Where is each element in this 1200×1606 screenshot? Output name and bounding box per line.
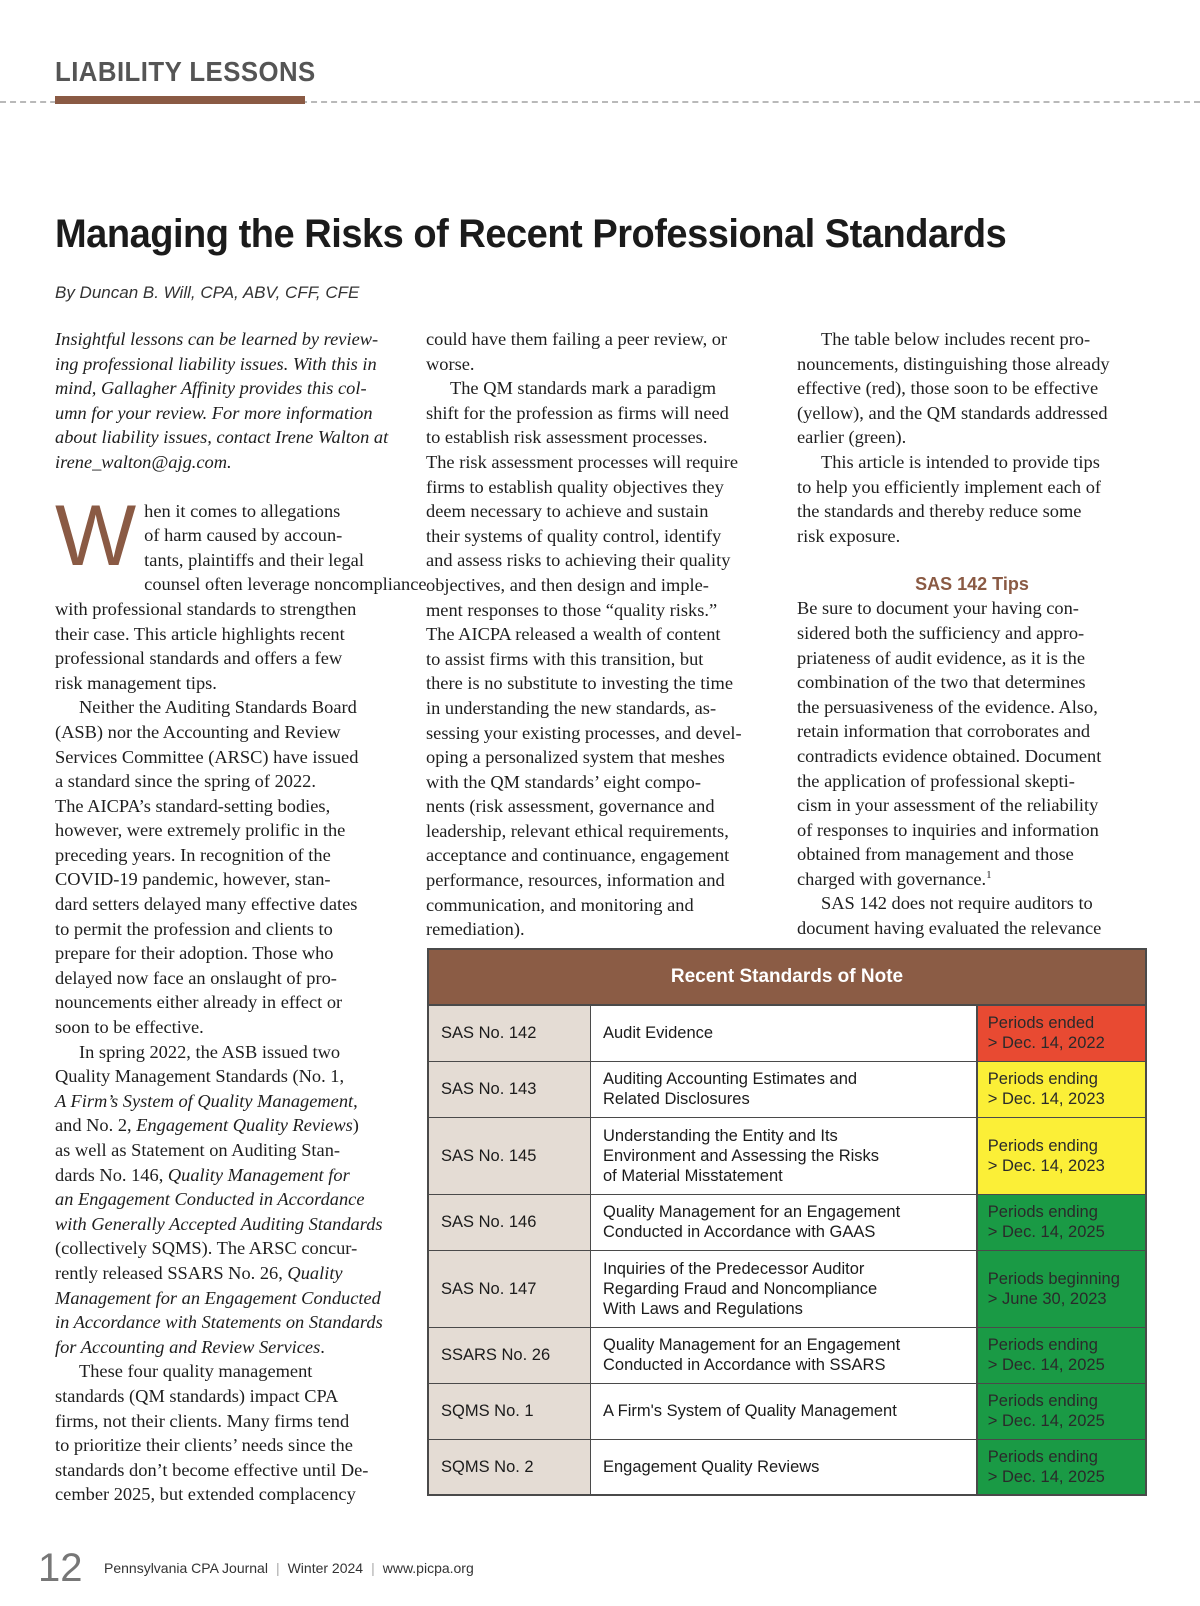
text-line: nouncements either already in effect or — [55, 992, 343, 1013]
footer-separator: | — [371, 1560, 375, 1576]
text-line: This article is intended to provide tips — [821, 451, 1100, 472]
standard-number: SQMS No. 1 — [428, 1383, 590, 1439]
text-line: firms to establish quality objectives they — [426, 476, 724, 497]
text-line: standards (QM standards) impact CPA — [55, 1385, 339, 1406]
text-line: risk exposure. — [797, 525, 901, 546]
recent-standards-table — [427, 948, 1147, 1496]
text-line: Services Committee (ARSC) have issued — [55, 746, 359, 767]
text-line: objectives, and then design and imple- — [426, 574, 709, 595]
text-line: cism in your assessment of the reliability — [797, 795, 1099, 816]
footer-separator: | — [275, 1560, 280, 1576]
page-footer — [104, 1560, 474, 1576]
paragraph-relevance — [797, 891, 1147, 940]
text-line: the standards and thereby reduce some — [797, 501, 1082, 522]
standard-title: Quality Management for an Engagement Conducted in Accordance with SSARS — [590, 1327, 976, 1383]
standard-title: Understanding the Entity and Its Environment and Assessing the Risks of Material Misstatement — [590, 1117, 976, 1194]
standard-number: SQMS No. 2 — [428, 1439, 590, 1495]
text-line: contradicts evidence obtained. Document — [797, 745, 1102, 766]
text-line: The table below includes recent pro- — [821, 329, 1091, 349]
text-line: combination of the two that determines — [797, 672, 1086, 693]
standard-title: A Firm's System of Quality Management — [590, 1383, 976, 1439]
text-line: to assist firms with this transition, but — [426, 648, 704, 669]
text-line: however, were extremely prolific in the — [55, 820, 346, 841]
text-line: These four quality management — [79, 1361, 313, 1382]
text-line: retain information that corroborates and — [797, 721, 1091, 742]
text-line: preceding years. In recognition of the — [55, 844, 331, 865]
text-line: charged with governance.$^1$ — [797, 868, 992, 889]
text-line: counsel often leverage noncompliance — [144, 574, 427, 595]
text-line: the application of professional skepti- — [797, 770, 1075, 791]
effective-date-yellow: Periods ending > Dec. 14, 2023 — [977, 1117, 1146, 1194]
paragraph-purpose — [797, 450, 1147, 548]
website-link[interactable]: www.picpa.org — [382, 1560, 474, 1576]
text-line: the persuasiveness of the evidence. Also, — [797, 696, 1098, 717]
text-line: priateness of audit evidence, as it is the — [797, 647, 1086, 668]
text-line: (ASB) nor the Accounting and Review — [55, 721, 341, 742]
table-row — [428, 1250, 1146, 1327]
text-line: to permit the profession and clients to — [55, 918, 333, 939]
column-1 — [55, 327, 427, 1507]
effective-date-green: Periods ending > Dec. 14, 2025 — [977, 1383, 1146, 1439]
text-line: of responses to inquiries and information — [797, 819, 1099, 840]
text-line: professional standards and offers a few — [55, 648, 343, 669]
paragraph-asb — [55, 695, 400, 1039]
text-line: could have them failing a peer review, or — [426, 329, 728, 349]
text-line: deem necessary to achieve and sustain — [426, 501, 709, 522]
text-line: to establish risk assessment processes. — [426, 427, 708, 448]
column-2 — [426, 327, 771, 942]
standard-title: Inquiries of the Predecessor Auditor Regarding Fraud and Noncompliance With Laws and Regulations — [590, 1250, 976, 1327]
standard-number: SSARS No. 26 — [428, 1327, 590, 1383]
standard-number: SAS No. 146 — [428, 1194, 590, 1250]
text-line: Insightful lessons can be learned by review- — [55, 329, 379, 349]
text-line: and assess risks to achieving their quality — [426, 550, 731, 571]
standard-number: SAS No. 145 — [428, 1117, 590, 1194]
text-line: The risk assessment processes will require — [426, 451, 739, 472]
text-line: firms, not their clients. Many firms tend — [55, 1410, 350, 1431]
text-line: umn for your review. For more information — [55, 402, 373, 423]
text-line: ing professional liability issues. With this in — [55, 353, 377, 374]
text-line: prepare for their adoption. Those who — [55, 943, 334, 964]
text-line: their systems of quality control, identify — [426, 525, 722, 546]
text-line: COVID-19 pandemic, however, stan- — [55, 869, 331, 890]
effective-date-green: Periods beginning > June 30, 2023 — [977, 1250, 1146, 1327]
section-label: LIABILITY LESSONS — [55, 56, 316, 87]
text-line: to prioritize their clients’ needs since the — [55, 1435, 353, 1456]
text-line: earlier (green). — [797, 427, 907, 448]
text-line: standards don’t become effective until De- — [55, 1459, 369, 1480]
drop-cap: W — [55, 487, 137, 584]
issue-label: Winter 2024 — [287, 1560, 364, 1576]
text-line: a standard since the spring of 2022. — [55, 771, 316, 792]
effective-date-green: Periods ending > Dec. 14, 2025 — [977, 1327, 1146, 1383]
standard-number: SAS No. 143 — [428, 1061, 590, 1117]
text-line: there is no substitute to investing the time — [426, 673, 733, 694]
text-line: remediation). — [426, 919, 525, 940]
standard-number: SAS No. 147 — [428, 1250, 590, 1327]
paragraph-table-intro — [797, 327, 1147, 450]
effective-date-yellow: Periods ending > Dec. 14, 2023 — [977, 1061, 1146, 1117]
subhead-sas-142-tips: SAS 142 Tips — [915, 574, 1029, 595]
opening-continued — [55, 572, 427, 695]
paragraph-spring-2022: In spring 2022, the ASB issued two Quality Management Standards (No. 1, A Firm’s System of Quality Management, and No. 2, Engagement Quality Reviews) as well as Statement on Auditing Stan- dards No. 146, Quality Management for an Engagement Conducted in Accordance with Generally Accepted Auditing Standards (collectively SQMS). The ARSC concur- rently released SSARS No. 26, Quality Management for an Engagement Conducted in Accordance with Statements on Standards for Accounting and Review Services. — [55, 1041, 383, 1357]
paragraph-paradigm-shift — [426, 376, 771, 942]
text-line: ment responses to those “quality risks.” — [426, 599, 718, 620]
table-row — [428, 1383, 1146, 1439]
text-line: obtained from management and those — [797, 844, 1074, 865]
opening-paragraph — [55, 487, 427, 696]
text-line: about liability issues, contact Irene Walton at — [55, 427, 389, 448]
standard-title: Engagement Quality Reviews — [590, 1439, 976, 1495]
standard-title: Audit Evidence — [590, 1005, 976, 1061]
text-line: of harm caused by accoun- — [144, 525, 343, 546]
text-line: to help you efficiently implement each of — [797, 476, 1102, 497]
text-line: soon to be effective. — [55, 1017, 204, 1038]
text-line: mind, Gallagher Affinity provides this col- — [55, 378, 367, 399]
table-row — [428, 1439, 1146, 1495]
publication-name: Pennsylvania CPA Journal — [104, 1560, 268, 1576]
text-line: document having evaluated the relevance — [797, 918, 1102, 939]
section-label-underline — [55, 96, 305, 104]
paragraph-sas-142 — [797, 596, 1147, 891]
paragraph-peer-review — [426, 327, 771, 376]
article-title: Managing the Risks of Recent Professional Standards — [55, 212, 1007, 256]
text-line: in understanding the new standards, as- — [426, 697, 717, 718]
text-line: leadership, relevant ethical requirements, — [426, 820, 729, 841]
text-line: dard setters delayed many effective dates — [55, 894, 358, 915]
text-line: SAS 142 does not require auditors to — [821, 893, 1093, 914]
text-line: their case. This article highlights recent — [55, 623, 345, 644]
text-line: risk management tips. — [55, 672, 217, 693]
paragraph-qm-standards — [55, 1359, 400, 1507]
text-line: worse. — [426, 353, 475, 374]
standard-number: SAS No. 142 — [428, 1005, 590, 1061]
table-title: Recent Standards of Note — [428, 949, 1146, 1005]
text-line: Be sure to document your having con- — [797, 598, 1079, 619]
text-line: The AICPA released a wealth of content — [426, 624, 721, 645]
table-row — [428, 1117, 1146, 1194]
page-number: 12 — [38, 1546, 83, 1590]
text-line: (yellow), and the QM standards addressed — [797, 402, 1108, 423]
byline: By Duncan B. Will, CPA, ABV, CFF, CFE — [55, 283, 360, 302]
text-line: performance, resources, information and — [426, 870, 725, 891]
text-line: sessing your existing processes, and devel- — [426, 722, 742, 743]
text-line: with professional standards to strengthen — [55, 598, 357, 619]
standard-title: Auditing Accounting Estimates and Related Disclosures — [590, 1061, 976, 1117]
text-line: The AICPA’s standard-setting bodies, — [55, 795, 331, 816]
text-line: oping a personalized system that meshes — [426, 747, 725, 768]
text-line: nouncements, distinguishing those already — [797, 353, 1110, 374]
column-3 — [797, 327, 1147, 941]
text-line: delayed now face an onslaught of pro- — [55, 967, 337, 988]
effective-date-green: Periods ending > Dec. 14, 2025 — [977, 1194, 1146, 1250]
text-line: The QM standards mark a paradigm — [450, 378, 717, 399]
text-line: hen it comes to allegations — [144, 500, 341, 521]
text-line: acceptance and continuance, engagement — [426, 845, 730, 866]
table-row — [428, 1005, 1146, 1061]
effective-date-red: Periods ended > Dec. 14, 2022 — [977, 1005, 1146, 1061]
standard-title: Quality Management for an Engagement Conducted in Accordance with GAAS — [590, 1194, 976, 1250]
text-line: sidered both the sufficiency and appro- — [797, 622, 1085, 643]
text-line: shift for the profession as firms will need — [426, 402, 729, 423]
table-row — [428, 1327, 1146, 1383]
effective-date-green: Periods ending > Dec. 14, 2025 — [977, 1439, 1146, 1495]
text-line: effective (red), those soon to be effective — [797, 378, 1099, 399]
text-line: irene_walton@ajg.com. — [55, 451, 232, 472]
text-line: with the QM standards’ eight compo- — [426, 771, 701, 792]
footnote-marker: 1 — [986, 868, 992, 881]
table-row — [428, 1194, 1146, 1250]
text-line: cember 2025, but extended complacency — [55, 1484, 356, 1505]
table-row — [428, 1061, 1146, 1117]
intro-note — [55, 327, 400, 475]
text-line: communication, and monitoring and — [426, 894, 694, 915]
text-line: nents (risk assessment, governance and — [426, 796, 715, 817]
text-line: Neither the Auditing Standards Board — [79, 697, 357, 718]
text-line: tants, plaintiffs and their legal — [144, 549, 364, 570]
